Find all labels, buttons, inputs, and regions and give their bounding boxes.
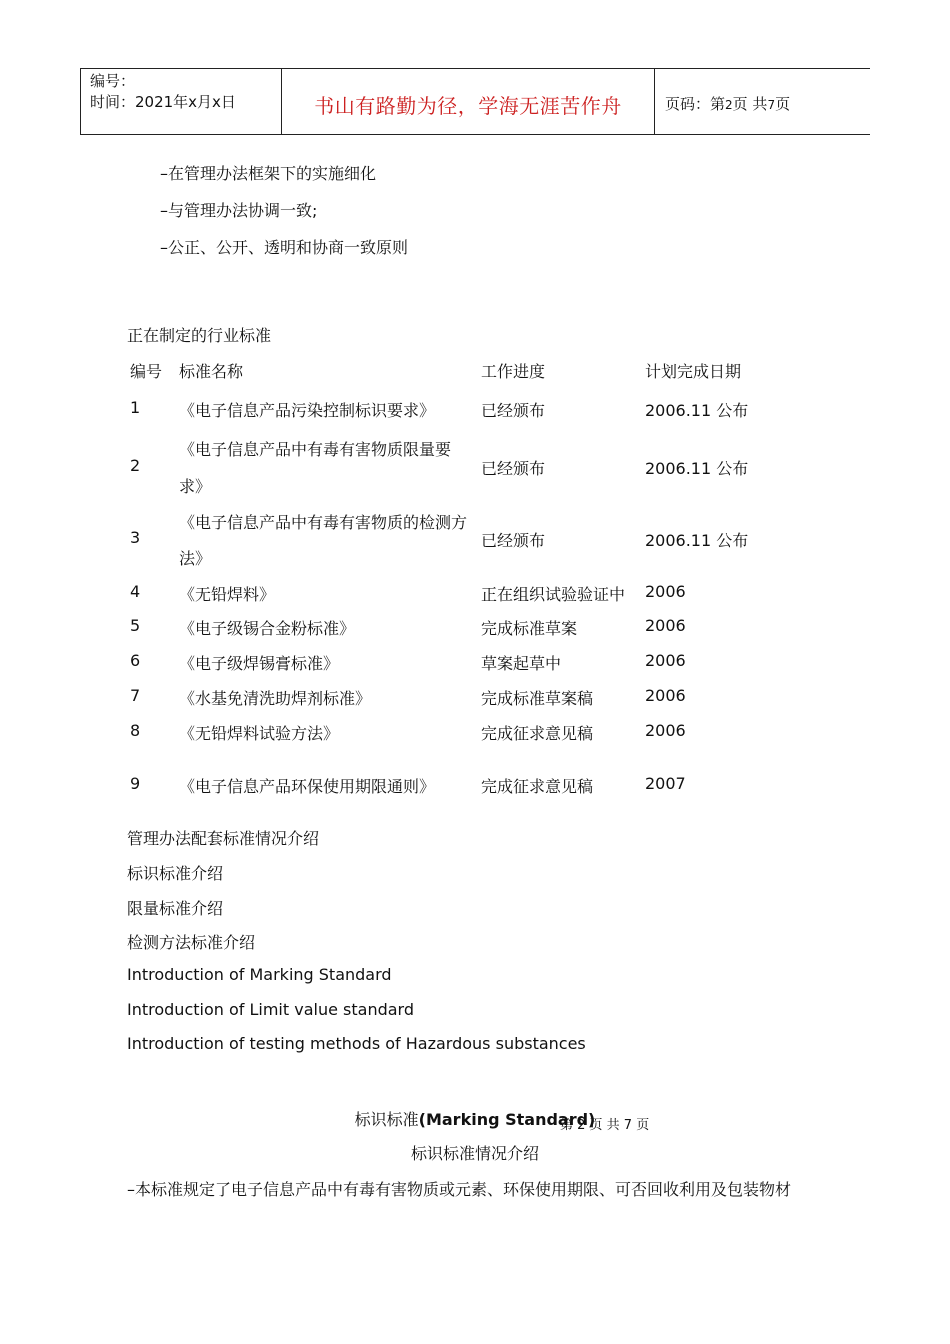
page-footer: 第 2 页 共 7 页	[560, 1118, 650, 1133]
row-no: 1	[130, 398, 141, 417]
intro-line: Introduction of Limit value standard	[127, 1000, 414, 1019]
row-progress: 草案起草中	[481, 654, 562, 673]
row-date: 2006.11 公布	[645, 401, 749, 420]
row-date: 2006	[645, 721, 686, 740]
number-label: 编号：	[90, 72, 136, 90]
bullet-line: –公正、公开、透明和协商一致原则	[160, 238, 409, 257]
row-name: 《电子信息产品中有毒有害物质的检测方	[179, 513, 468, 532]
row-progress: 完成征求意见稿	[481, 724, 594, 743]
page-header-table	[80, 68, 870, 135]
row-name: 《无铅焊料》	[179, 585, 276, 604]
col-header-name: 标准名称	[179, 362, 244, 381]
row-no: 5	[130, 616, 141, 635]
row-name: 《电子级锡合金粉标准》	[179, 619, 356, 638]
row-no: 8	[130, 721, 141, 740]
row-name-cont: 法》	[179, 549, 212, 568]
row-progress: 已经颁布	[481, 459, 546, 478]
row-progress: 正在组织试验验证中	[481, 585, 626, 604]
row-name: 《电子信息产品污染控制标识要求》	[179, 401, 436, 420]
row-progress: 完成征求意见稿	[481, 777, 594, 796]
row-no: 6	[130, 651, 141, 670]
col-header-progress: 工作进度	[481, 362, 546, 381]
row-name: 《电子级焊锡膏标准》	[179, 654, 340, 673]
col-header-no: 编号	[130, 362, 163, 381]
header-meta-cell	[81, 69, 282, 134]
row-date: 2007	[645, 774, 686, 793]
marking-title: 标识标准(Marking Standard)	[354, 1110, 596, 1129]
row-date: 2006	[645, 651, 686, 670]
row-name: 《电子信息产品环保使用期限通则》	[179, 777, 436, 796]
intro-line: Introduction of testing methods of Hazardous substances	[127, 1034, 586, 1053]
row-progress: 完成标准草案稿	[481, 689, 594, 708]
row-date: 2006.11 公布	[645, 531, 749, 550]
row-progress: 已经颁布	[481, 401, 546, 420]
bullet-line: –在管理办法框架下的实施细化	[160, 164, 377, 183]
row-name: 《无铅焊料试验方法》	[179, 724, 340, 743]
marking-text: –本标准规定了电子信息产品中有毒有害物质或元素、环保使用期限、可否回收利用及包装物材	[127, 1180, 792, 1199]
header-page-cell	[655, 69, 870, 134]
row-name: 《水基免清洗助焊剂标准》	[179, 689, 372, 708]
row-date: 2006.11 公布	[645, 459, 749, 478]
section-title: 正在制定的行业标准	[127, 326, 272, 345]
row-progress: 已经颁布	[481, 531, 546, 550]
marking-subtitle: 标识标准情况介绍	[410, 1144, 539, 1163]
row-date: 2006	[645, 686, 686, 705]
time-label: 时间：2021年x月x日	[90, 93, 236, 111]
row-progress: 完成标准草案	[481, 619, 578, 638]
page-indicator: 页码：第2页 共7页	[665, 95, 791, 113]
intro-line: 限量标准介绍	[127, 899, 224, 918]
intro-line: Introduction of Marking Standard	[127, 965, 392, 984]
row-no: 9	[130, 774, 141, 793]
row-no: 2	[130, 456, 141, 475]
motto: 书山有路勤为径，学海无涯苦作舟	[314, 94, 622, 118]
bullet-line: –与管理办法协调一致;	[160, 201, 318, 220]
row-name: 《电子信息产品中有毒有害物质限量要	[179, 440, 452, 459]
row-date: 2006	[645, 582, 686, 601]
row-date: 2006	[645, 616, 686, 635]
row-no: 4	[130, 582, 141, 601]
row-no: 7	[130, 686, 141, 705]
row-name-cont: 求》	[179, 477, 212, 496]
intro-line: 标识标准介绍	[127, 864, 224, 883]
intro-line: 管理办法配套标准情况介绍	[127, 829, 320, 848]
header-motto-cell	[282, 69, 655, 134]
col-header-date: 计划完成日期	[645, 362, 742, 381]
intro-line: 检测方法标准介绍	[127, 933, 256, 952]
row-no: 3	[130, 528, 141, 547]
